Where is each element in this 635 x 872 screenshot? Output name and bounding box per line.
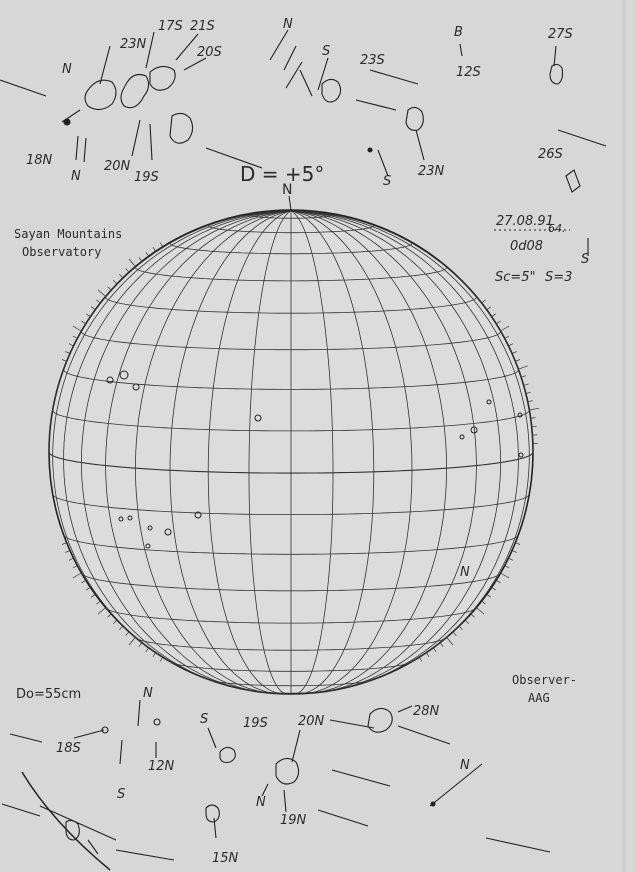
frame-number: 64. [548,222,566,235]
observer-line-2: AAG [528,691,550,705]
spot-label: 19N [280,813,307,828]
spot-label: 19S [243,716,268,731]
spot-label: S [581,252,590,267]
spot-label: 18S [56,741,81,756]
spot-label: N [143,686,153,701]
spot-label: 17S [158,19,183,34]
scale-label: S=3 [545,270,573,285]
spot-dot [64,119,70,125]
date-label: 27.08.91 [496,214,554,229]
spot-label: N [460,758,470,773]
spot-label: 27S [548,27,573,42]
spot-label: 21S [190,19,215,34]
spot-dot [368,148,372,152]
spot-label: 20S [197,45,222,60]
spot-label: 12N [148,759,175,774]
spot-label: B [454,25,463,40]
limb-tick [532,426,537,427]
spot-dot [431,802,435,806]
spot-label: 20N [104,159,131,174]
observer-line-1: Observer- [512,673,578,687]
observatory-line-2: Observatory [22,245,102,259]
spot-label: 28N [413,704,440,719]
spot-label: 26S [538,147,563,162]
spot-label: 23N [120,37,147,52]
north-marker: N [282,182,293,198]
spot-label: 19S [134,170,159,185]
time-label: 0d08 [510,239,544,254]
spot-label: N [256,795,266,810]
spot-label: S [117,787,126,802]
spot-label: 18N [26,153,53,168]
spot-label: N [283,17,293,32]
observatory-line-1: Sayan Mountains [14,227,123,241]
spot-label: 23S [360,53,385,68]
spot-label: N [460,565,470,580]
spot-label: 12S [456,65,481,80]
spot-label: S [200,712,209,727]
spot-label: N [71,169,81,184]
spot-label: 23N [418,164,445,179]
spot-label: 15N [212,851,239,866]
spot-label: S [322,44,331,59]
declination-label: D = +5° [240,162,325,186]
diameter-label: Do=55cm [16,687,82,702]
spot-label: 20N [298,714,325,729]
spot-label: S [383,174,392,189]
spot-label: N [62,62,72,77]
seeing-label: Sc=5" [495,270,536,285]
